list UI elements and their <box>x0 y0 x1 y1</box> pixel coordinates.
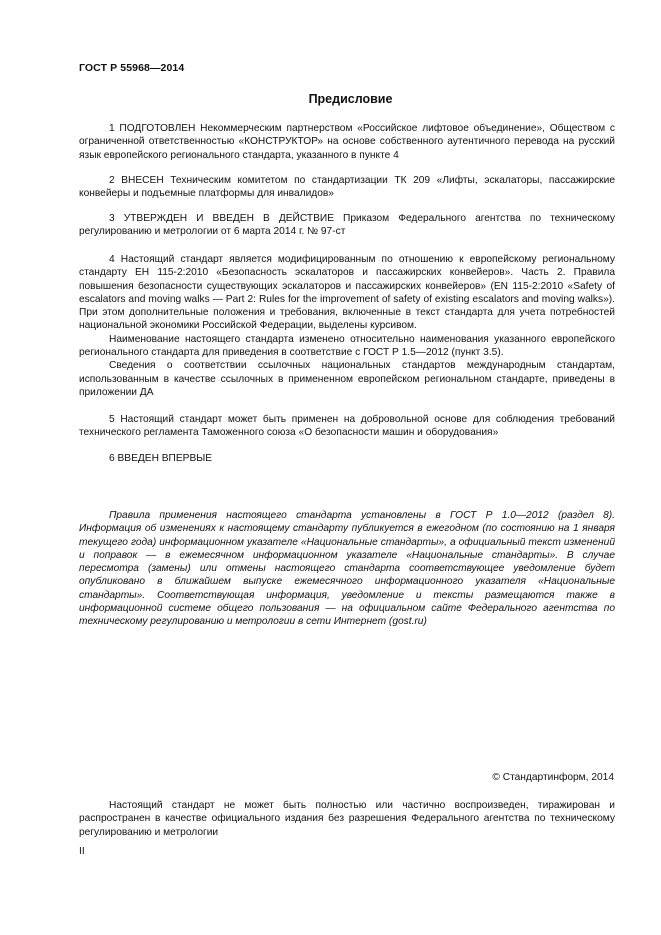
section-4 <box>79 253 615 399</box>
section-5 <box>79 413 615 440</box>
section-3-text: 3 УТВЕРЖДЕН И ВВЕДЕН В ДЕЙСТВИЕ Приказом Федерального агентства по техническому регулированию и метрологии от 6 марта 2014 г. № 97-ст <box>79 213 615 238</box>
rules-notice <box>79 509 615 629</box>
page-number: II <box>79 846 85 857</box>
rules-notice-text: Правила применения настоящего стандарта установлены в ГОСТ Р 1.0—2012 (раздел 8). Информация об изменениях к настоящему стандарту публикуется в ежегодном (по состоянию на 1 января текущего года) информационном указателе «Национальные стандарты», а официальный текст изменений и поправок — в ежемесячном информационном указателе «Национальные стандарты». В случае пересмотра (замены) или отмены настоящего стандарта соответствующее уведомление будет опубликовано в ближайшем выпуске ежемесячного информационного указателя «Национальные стандарты». Соответствующая информация, уведомление и тексты размещаются также в информационной системе общего пользования — на официальном сайте Федерального агентства по техническому регулированию и метрологии в сети Интернет (gost.ru) <box>79 510 615 628</box>
section-4-paragraph-2: Наименование настоящего стандарта изменено относительно наименования указанного европейского регионального стандарта для приведения в соответствие с ГОСТ Р 1.5—2012 (пункт 3.5). <box>79 333 615 359</box>
section-1 <box>79 122 615 162</box>
document-code: ГОСТ Р 55968—2014 <box>79 62 185 74</box>
reproduction-notice <box>79 799 615 839</box>
reproduction-notice-text: Настоящий стандарт не может быть полностью или частично воспроизведен, тиражирован и распространен в качестве официального издания без разрешения Федерального агентства по техническому регулированию и метрологии <box>79 800 615 838</box>
page-title: Предисловие <box>308 92 393 106</box>
section-5-text: 5 Настоящий стандарт может быть применен на добровольной основе для соблюдения требований технического регламента Таможенного союза «О безопасности машин и оборудования» <box>79 414 615 439</box>
section-3 <box>79 212 615 239</box>
section-1-text: 1 ПОДГОТОВЛЕН Некоммерческим партнерством «Российское лифтовое объединение», Обществом с ограниченной ответственностью «КОНСТРУКТОР» на основе собственного аутентичного перевода на русский язык европейского регионального стандарта, указанного в пункте 4 <box>79 123 615 161</box>
section-4-paragraph-1: 4 Настоящий стандарт является модифицированным по отношению к европейскому региональному стандарту ЕН 115-2:2010 «Безопасность эскалаторов и пассажирских конвейеров». Часть 2. Правила повышения безопасности существующих эскалаторов и пассажирских конвейеров» (EN 115-2:2010 «Safety of escalators and moving walks — Part 2: Rules for the improvement of safety of existing escalators and moving walks»). При этом дополнительные положения и требования, включенные в текст стандарта для учета потребностей национальной экономики Российской Федерации, выделены курсивом. <box>79 254 615 332</box>
section-6 <box>79 452 615 465</box>
copyright: © Стандартинформ, 2014 <box>492 772 614 783</box>
section-2 <box>79 174 615 201</box>
section-2-text: 2 ВНЕСЕН Техническим комитетом по стандартизации ТК 209 «Лифты, эскалаторы, пассажирские конвейеры и подъемные платформы для инвалидов» <box>79 175 615 200</box>
section-6-text: 6 ВВЕДЕН ВПЕРВЫЕ <box>109 453 213 464</box>
section-4-paragraph-3: Сведения о соответствии ссылочных национальных стандартов международным стандартам, использованным в качестве ссылочных в примененном европейском региональном стандарте, приведены в приложении ДА <box>79 360 615 398</box>
